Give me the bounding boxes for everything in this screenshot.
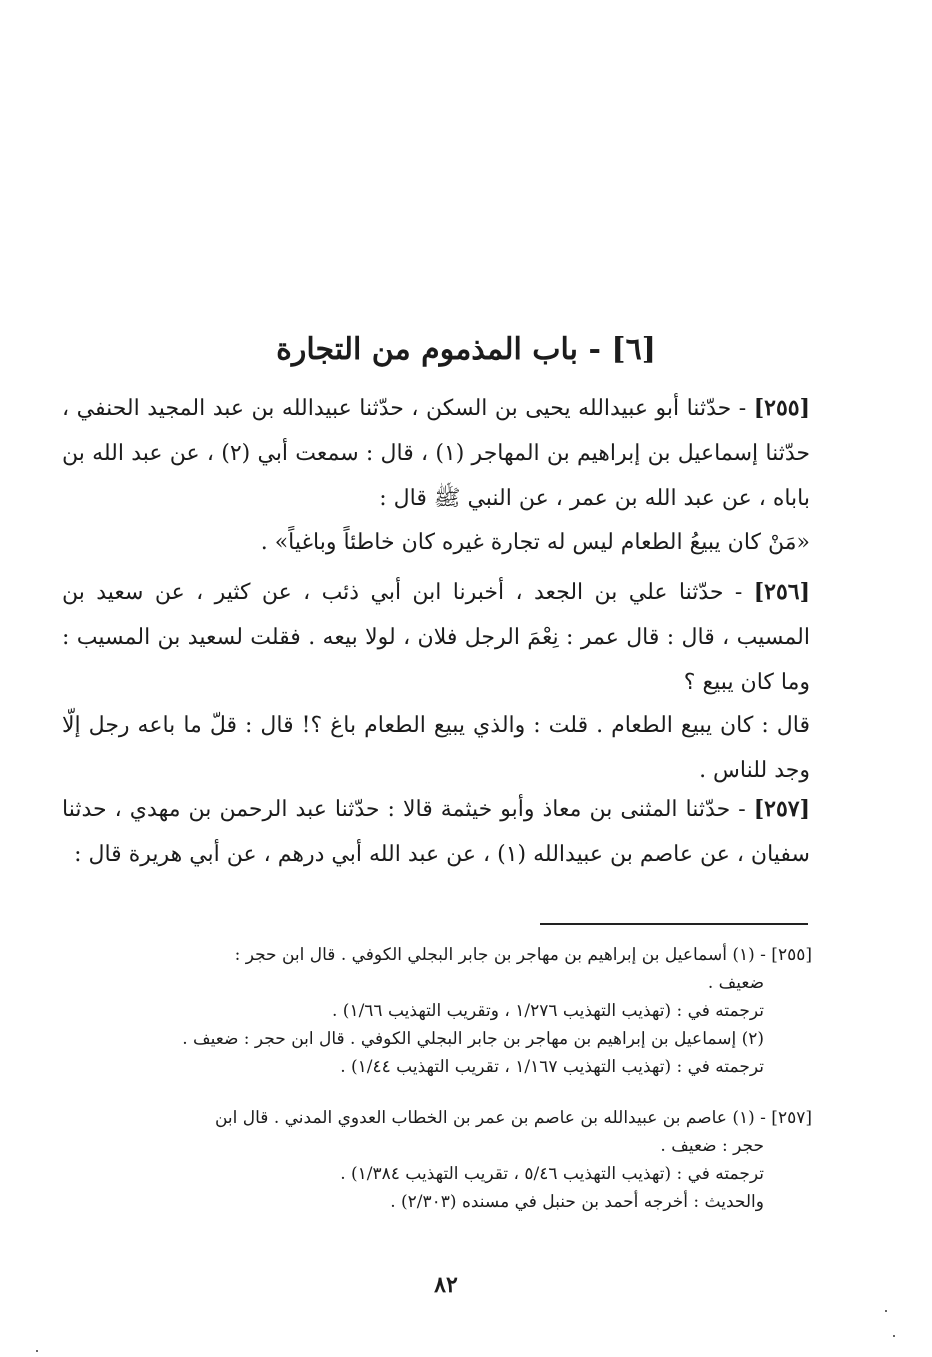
chapter-title: [٦] - باب المذموم من التجارة	[276, 332, 656, 367]
hadith-256	[62, 570, 810, 705]
footnote-line: ضعيف .	[707, 973, 764, 993]
footnote-line: ترجمته في : (تهذيب التهذيب ١/١٦٧ ، تقريب التهذيب ١/٤٤) .	[340, 1057, 764, 1077]
scan-speck	[893, 1335, 895, 1337]
footnote-line: (٢) إسماعيل بن إبراهيم بن مهاجر بن جابر البجلي الكوفي . قال ابن حجر : ضعيف .	[182, 1029, 764, 1049]
footnote-line: [٢٥٥] - (١) أسماعيل بن إبراهيم بن مهاجر بن جابر البجلي الكوفي . قال ابن حجر :	[234, 945, 812, 965]
footnote-line: [٢٥٧] - (١) عاصم بن عبيدالله بن عاصم بن عمر بن الخطاب العدوي المدني . قال ابن	[214, 1108, 812, 1128]
hadith-255-matn: «مَنْ كان يبيعُ الطعام ليس له تجارة غيره كان خاطئاً وباغياً» .	[260, 530, 810, 555]
scan-speck	[36, 1350, 38, 1352]
hadith-number: [٢٥٥]	[753, 395, 810, 421]
footnote-line: ترجمته في : (تهذيب التهذيب ٥/٤٦ ، تقريب التهذيب ١/٣٨٤) .	[340, 1164, 764, 1184]
footnote-line: حجر : ضعيف .	[660, 1136, 764, 1156]
footnote-line: والحديث : أخرجه أحمد بن حنبل في مسنده (٢/٣٠٣) .	[390, 1192, 764, 1212]
page-number: ٨٢	[434, 1272, 458, 1298]
hadith-number: [٢٥٦]	[753, 579, 811, 605]
footnote-divider	[540, 923, 808, 925]
hadith-256-continuation: قال : كان يبيع الطعام . قلت : والذي يبيع الطعام باغ ؟! قال : قلّ ما باعه رجل إلّا وجد للناس .	[62, 713, 810, 783]
footnote-line: ترجمته في : (تهذيب التهذيب ١/٢٧٦ ، وتقريب التهذيب ١/٦٦) .	[331, 1001, 764, 1021]
hadith-257	[62, 787, 810, 877]
scan-speck	[885, 1310, 887, 1312]
hadith-number: [٢٥٧]	[753, 796, 810, 822]
hadith-text: - حدّثنا المثنى بن معاذ وأبو خيثمة قالا : حدّثنا عبد الرحمن بن مهدي ، حدثنا سفيان ، عن عاصم بن عبيدالله (١) ، عن عبد الله أبي درهم ، عن أبي هريرة قال :	[62, 797, 810, 867]
hadith-255	[62, 386, 810, 521]
hadith-text: - حدّثنا علي بن الجعد ، أخبرنا ابن أبي ذئب ، عن كثير ، عن سعيد بن المسيب ، قال : قال عمر : نِعْمَ الرجل فلان ، لولا بيعه . فقلت لسعيد بن المسيب : وما كان يبيع ؟	[62, 580, 810, 695]
footnotes-257	[62, 1104, 812, 1216]
hadith-text: - حدّثنا أبو عبيدالله يحيى بن السكن ، حدّثنا عبيدالله بن عبد المجيد الحنفي ، حدّثنا إسماعيل بن إبراهيم بن المهاجر (١) ، قال : سمعت أبي (٢) ، عن عبد الله بن باباه ، عن عبد الله بن عمر ، عن النبي ﷺ قال :	[62, 396, 810, 511]
footnotes-255	[62, 941, 812, 1081]
